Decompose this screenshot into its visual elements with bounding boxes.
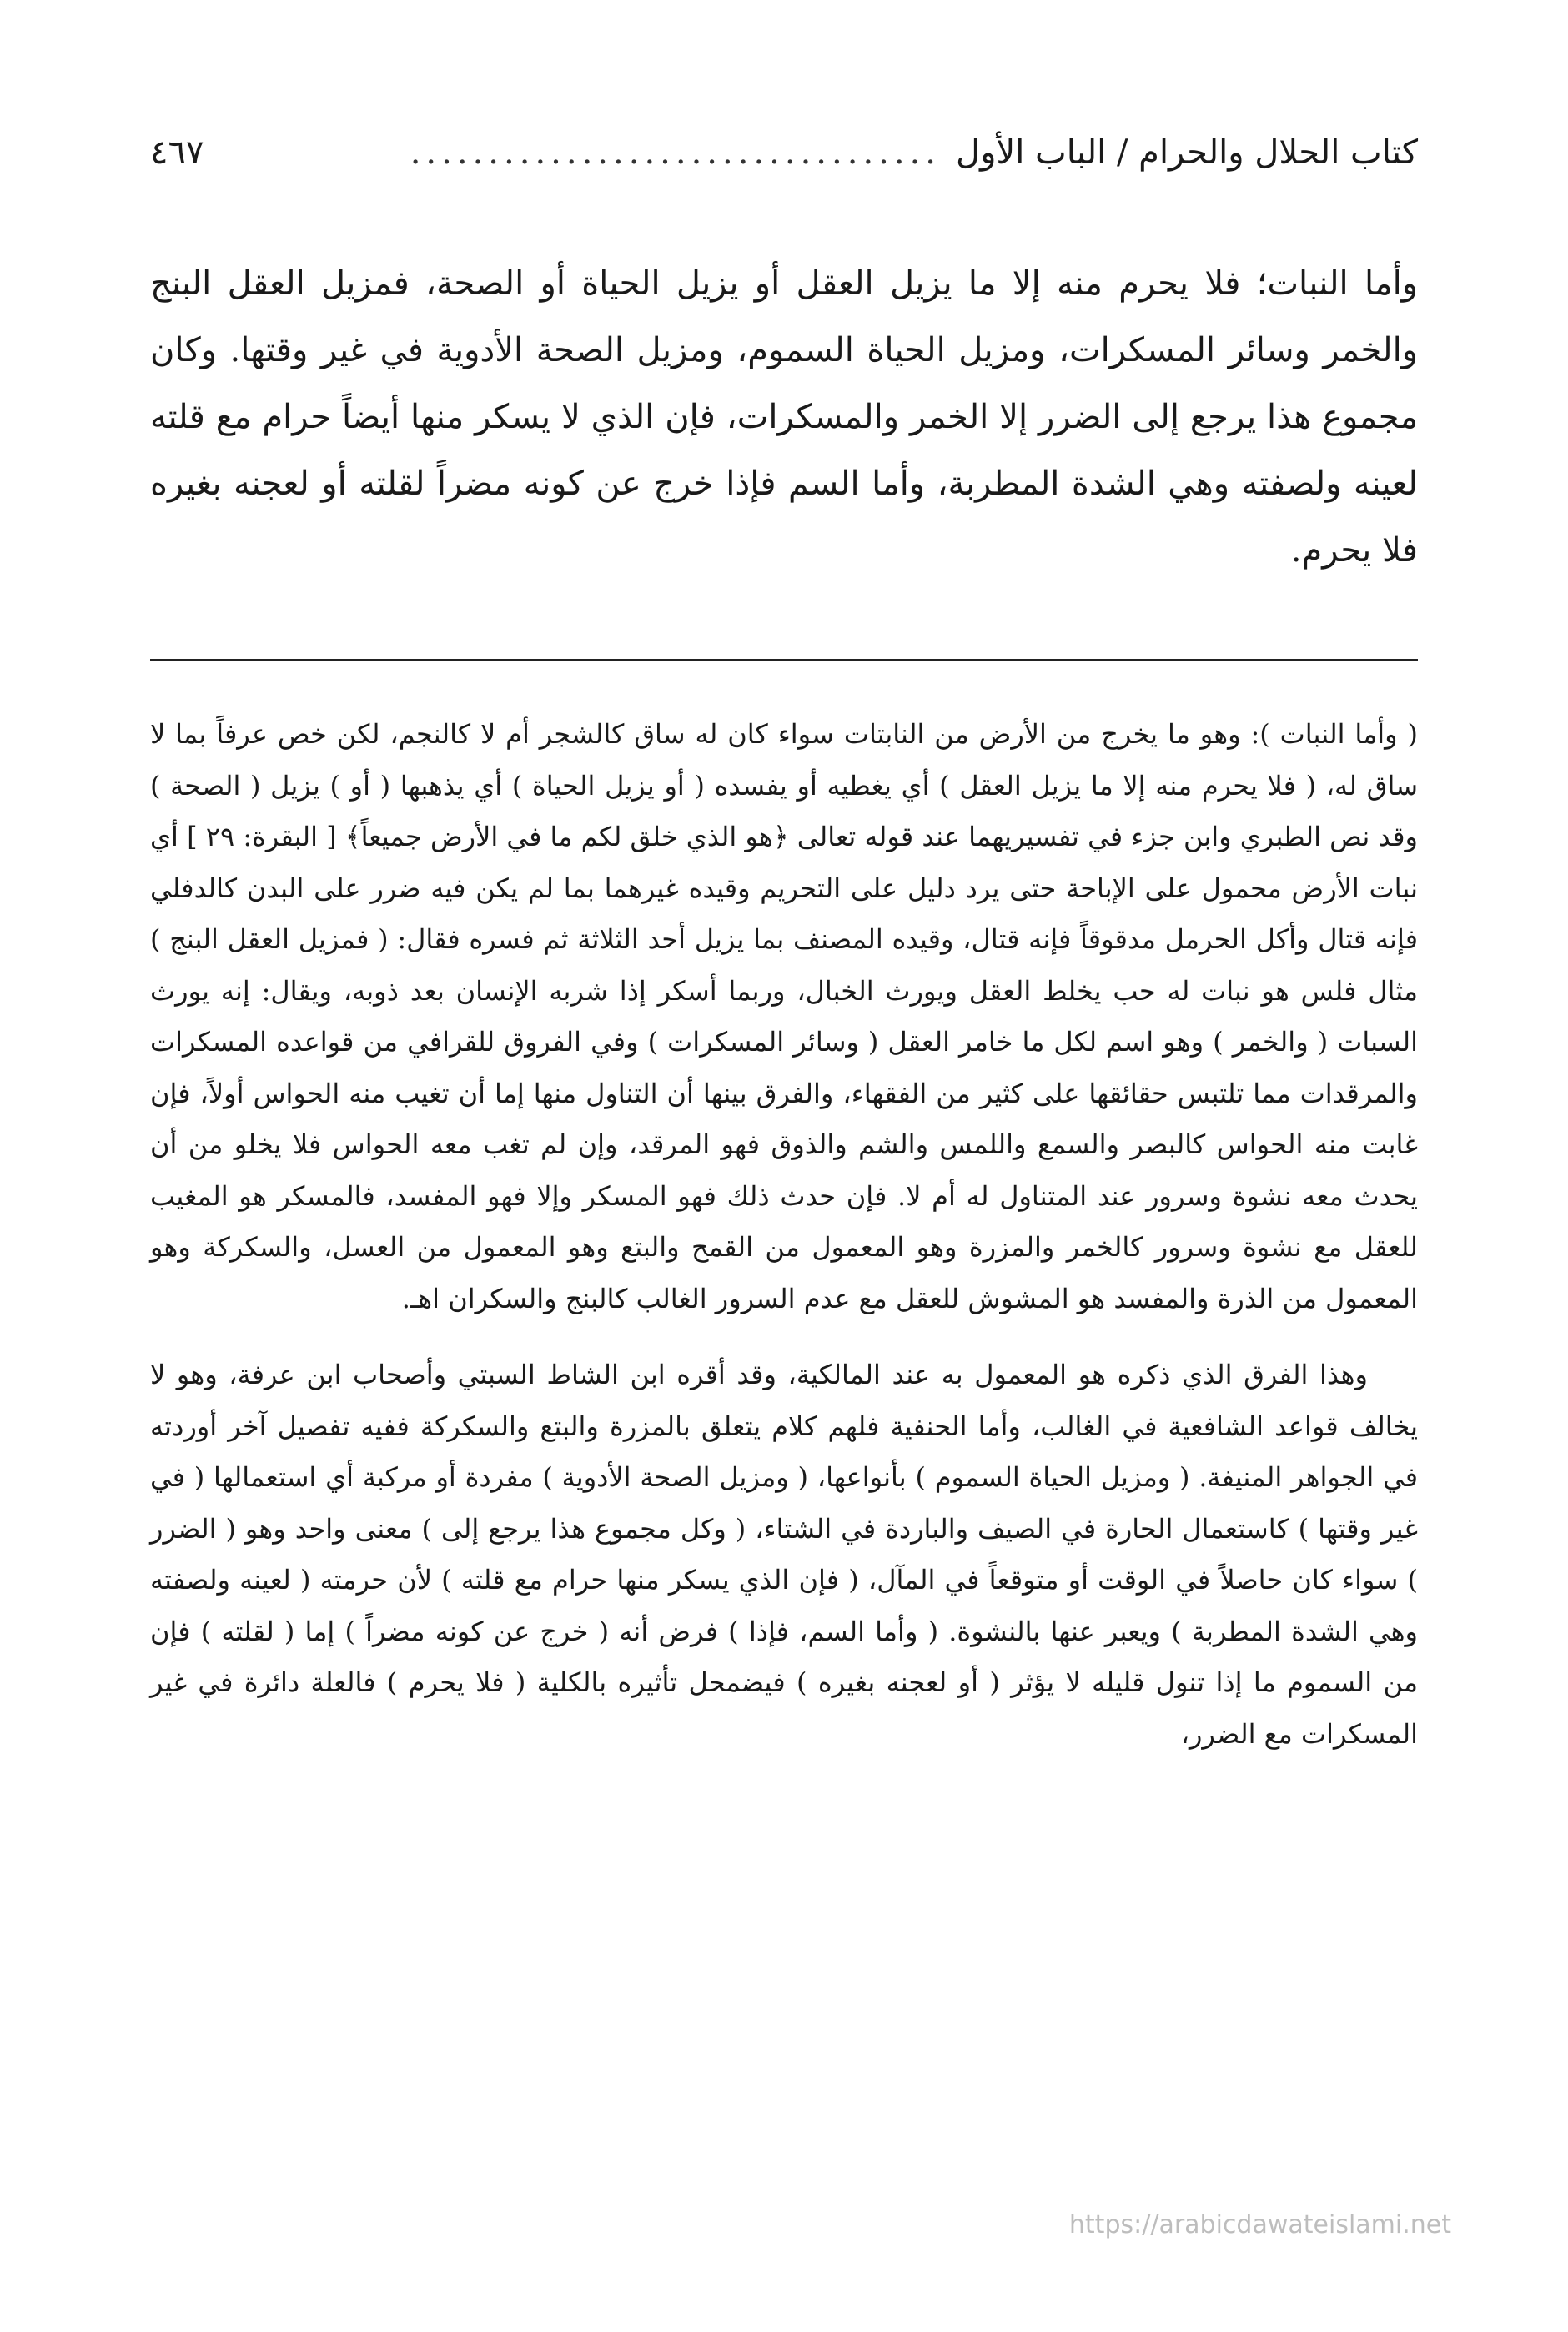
watermark-url: https://arabicdawateislami.net [1068,2210,1451,2239]
commentary-paragraph-2: وهذا الفرق الذي ذكره هو المعمول به عند المالكية، وقد أقره ابن الشاط السبتي وأصحاب ابن عرفة، وهو لا يخالف قواعد الشافعية في الغالب، وأما الحنفية فلهم كلام يتعلق بالمزرة والبتع والسكركة ففيه تفصيل آخر أوردته في الجواهر المنيفة. ( ومزيل الحياة السموم ) بأنواعها، ( ومزيل الصحة الأدوية ) مفردة أو مركبة أي استعمالها ( في غير وقتها ) كاستعمال الحارة في الصيف والباردة في الشتاء، ( وكل مجموع هذا يرجع إلى ) معنى واحد وهو ( الضرر ) سواء كان حاصلاً في الوقت أو متوقعاً في المآل، ( فإن الذي يسكر منها حرام مع قلته ) لأن حرمته ( لعينه ولصفته وهي الشدة المطربة ) ويعبر عنها بالنشوة. ( وأما السم، فإذا ) فرض أنه ( خرج عن كونه مضراً ) إما ( لقلته ) فإن من السموم ما إذا تنول قليله لا يؤثر ( أو لعجنه بغيره ) فيضمحل تأثيره بالكلية ( فلا يحرم ) فالعلة دائرة في غير المسكرات مع الضرر، [150,1359,1419,1750]
commentary [150,709,1418,1760]
separator-rule [150,659,1418,661]
running-header [150,133,1418,192]
page-number: ٤٦٧ [150,133,204,172]
commentary-paragraph-1: ( وأما النبات ): وهو ما يخرج من الأرض من النابتات سواء كان له ساق كالشجر أم لا كالنجم، لكن خص عرفاً بما لا ساق له، ( فلا يحرم منه إلا ما يزيل العقل ) أي يغطيه أو يفسده ( أو يزيل الحياة ) أي يذهبها ( أو ) يزيل ( الصحة ) وقد نص الطبري وابن جزء في تفسيريهما عند قوله تعالى ﴿هو الذي خلق لكم ما في الأرض جميعاً﴾ [ البقرة: ٢٩ ] أي نبات الأرض محمول على الإباحة حتى يرد دليل على التحريم وقيده غيرهما بما لم يكن فيه ضرر على البدن كالدفلي فإنه قتال وأكل الحرمل مدقوقاً فإنه قتال، وقيده المصنف بما يزيل أحد الثلاثة ثم فسره فقال: ( فمزيل العقل البنج ) مثال فلس هو نبات له حب يخلط العقل ويورث الخبال، وربما أسكر إذا شربه الإنسان بعد ذوبه، ويقال: إنه يورث السبات ( والخمر ) وهو اسم لكل ما خامر العقل ( وسائر المسكرات ) وفي الفروق للقرافي من قواعده المسكرات والمرقدات مما تلتبس حقائقها على كثير من الفقهاء، والفرق بينها أن التناول منها إما أن تغيب منه الحواس أولاً، فإن غابت منه الحواس كالبصر والسمع واللمس والشم والذوق فهو المرقد، وإن لم تغب معه الحواس فلا يخلو من أن يحدث معه نشوة وسرور عند المتناول له أم لا. فإن حدث ذلك فهو المسكر وإلا فهو المفسد، فالمسكر هو المغيب للعقل مع نشوة وسرور كالخمر والمزرة وهو المعمول من القمح والبتع وهو المعمول من العسل، والسكركة وهو المعمول من الذرة والمفسد هو المشوش للعقل مع عدم السرور الغالب كالبنج والسكران اهـ. [150,718,1419,1314]
header-dot-leader: .................................. [410,133,942,172]
matn-text: وأما النبات؛ فلا يحرم منه إلا ما يزيل العقل أو يزيل الحياة أو الصحة، فمزيل العقل البنج والخمر وسائر المسكرات، ومزيل الحياة السموم، ومزيل الصحة الأدوية في غير وقتها. وكان مجموع هذا يرجع إلى الضرر إلا الخمر والمسكرات، فإن الذي لا يسكر منها أيضاً حرام مع قلته لعينه ولصفته وهي الشدة المطربة، وأما السم فإذا خرج عن كونه مضراً لقلته أو لعجنه بغيره فلا يحرم. [150,264,1418,570]
chapter-title: كتاب الحلال والحرام / الباب الأول [956,133,1418,172]
